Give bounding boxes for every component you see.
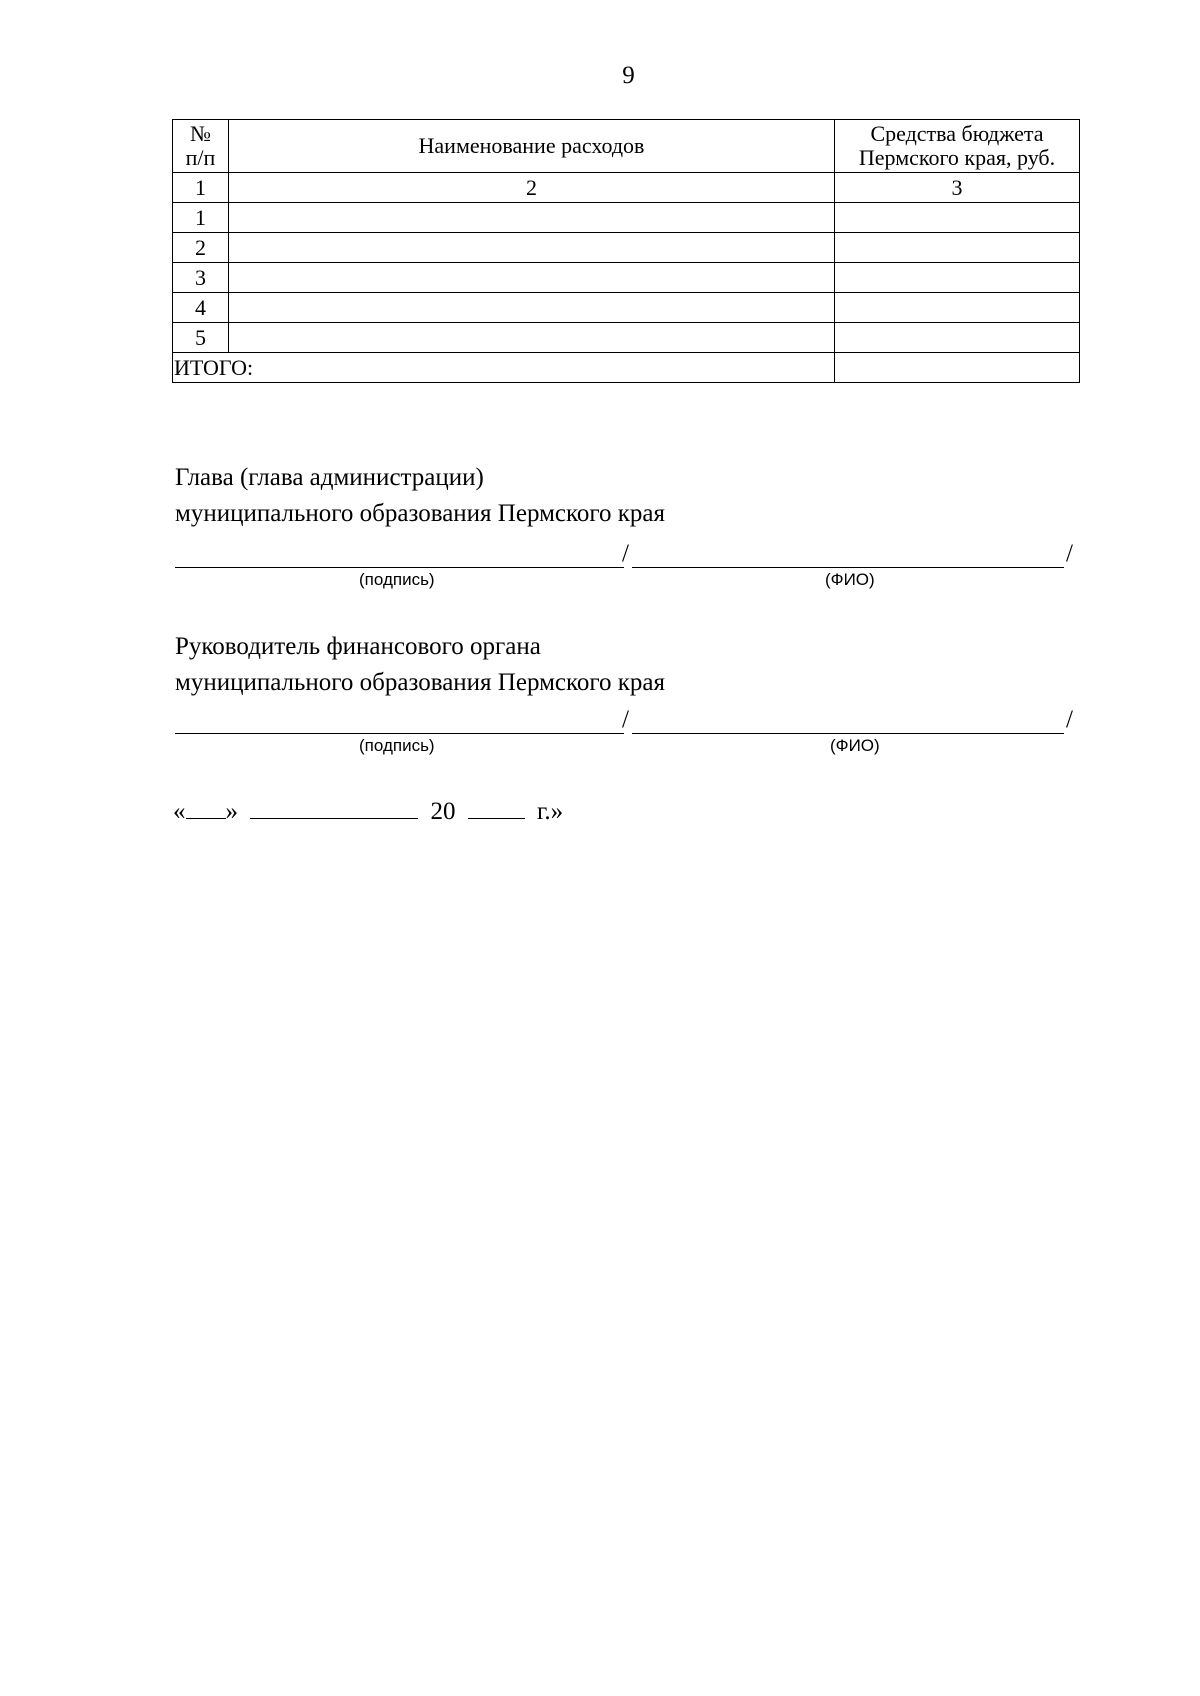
finance-signature-line[interactable] — [175, 733, 624, 734]
finance-slash-2: / — [1066, 706, 1073, 733]
finance-name-line[interactable] — [632, 733, 1064, 734]
table-row — [173, 263, 1080, 293]
row-amount[interactable] — [835, 293, 1080, 323]
expenses-table — [172, 119, 1080, 383]
head-title-line1: Глава (глава администрации) — [175, 464, 484, 491]
column-number: 1 — [173, 173, 229, 203]
head-name-line[interactable] — [632, 567, 1064, 568]
row-amount[interactable] — [835, 203, 1080, 233]
head-slash-2: / — [1066, 540, 1073, 567]
row-expense-name[interactable] — [229, 293, 835, 323]
date-year-blank[interactable] — [468, 796, 525, 819]
column-number: 3 — [835, 173, 1080, 203]
table-column-numbers-row — [173, 173, 1080, 203]
table-total-row — [173, 353, 1080, 383]
finance-slash-1: / — [622, 706, 629, 733]
finance-title-line1: Руководитель финансового органа — [175, 633, 541, 660]
column-number: 2 — [229, 173, 835, 203]
table-row — [173, 203, 1080, 233]
table-row — [173, 293, 1080, 323]
date-month-blank[interactable] — [250, 796, 418, 819]
head-signature-line[interactable] — [175, 567, 624, 568]
head-title-line2: муниципального образования Пермского края — [175, 500, 665, 527]
row-amount[interactable] — [835, 233, 1080, 263]
row-amount[interactable] — [835, 263, 1080, 293]
finance-caption-name: (ФИО) — [830, 736, 880, 755]
date-day-blank[interactable] — [186, 796, 226, 819]
total-label: ИТОГО: — [173, 353, 835, 383]
header-number: № п/п — [173, 120, 229, 173]
head-caption-name: (ФИО) — [825, 570, 875, 589]
row-number: 1 — [173, 203, 229, 233]
table-header-row — [173, 120, 1080, 173]
total-amount[interactable] — [835, 353, 1080, 383]
page-number: 9 — [622, 62, 635, 89]
finance-title — [175, 629, 665, 701]
row-number: 5 — [173, 323, 229, 353]
row-expense-name[interactable] — [229, 233, 835, 263]
date-line — [173, 796, 563, 827]
row-amount[interactable] — [835, 323, 1080, 353]
date-suffix: г.» — [537, 798, 564, 825]
row-number: 2 — [173, 233, 229, 263]
table-row — [173, 233, 1080, 263]
finance-caption-signature: (подпись) — [359, 736, 435, 755]
head-title — [175, 460, 665, 532]
head-caption-signature: (подпись) — [359, 570, 435, 589]
row-number: 3 — [173, 263, 229, 293]
row-expense-name[interactable] — [229, 323, 835, 353]
row-expense-name[interactable] — [229, 203, 835, 233]
date-close-quote: » — [225, 798, 238, 825]
header-budget-funds: Средства бюджета Пермского края, руб. — [835, 120, 1080, 173]
table-row — [173, 323, 1080, 353]
finance-title-line2: муниципального образования Пермского края — [175, 669, 665, 696]
row-expense-name[interactable] — [229, 263, 835, 293]
date-open-quote: « — [173, 798, 186, 825]
date-year-prefix: 20 — [430, 798, 456, 825]
header-expense-name: Наименование расходов — [229, 120, 835, 173]
row-number: 4 — [173, 293, 229, 323]
head-slash-1: / — [622, 540, 629, 567]
